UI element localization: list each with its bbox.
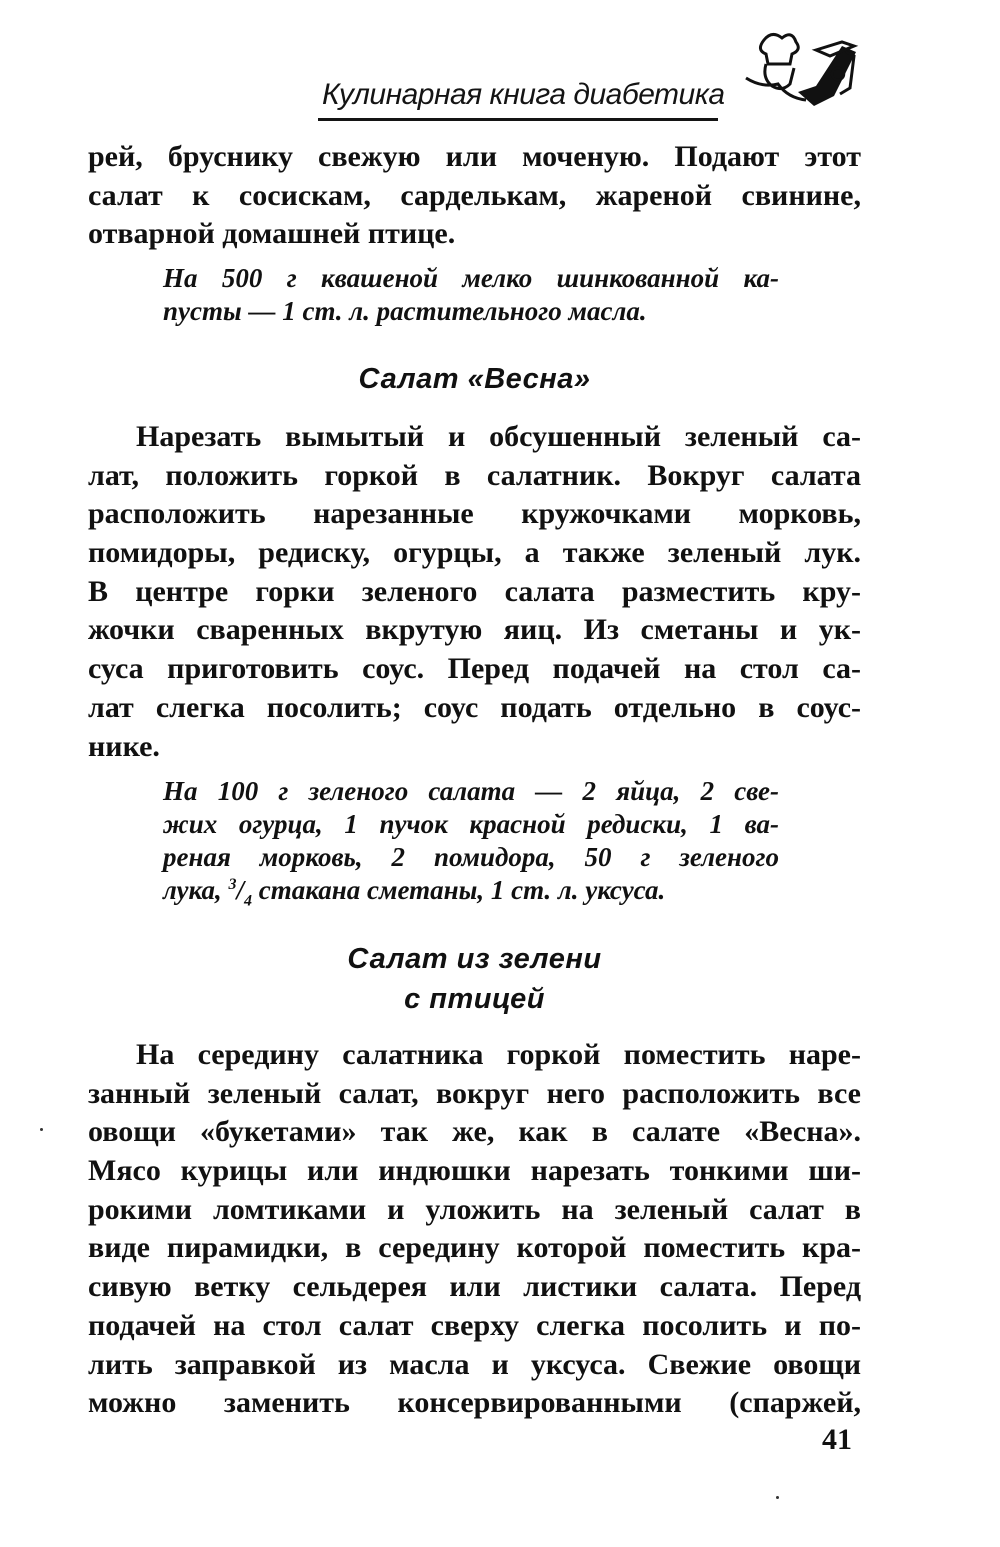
text-line: помидоры, редиску, огурцы, а также зеленый лук. [88, 536, 861, 570]
recipe-vesna-body [88, 418, 861, 766]
running-header [318, 70, 728, 122]
recipe-title-vesna: Салат «Весна» [358, 363, 591, 395]
note-line: пусты — 1 ст. л. растительного масла. [163, 296, 647, 326]
note-line: жих огурца, 1 пучок красной редиски, 1 ва- [163, 809, 779, 839]
text-line: подачей на стол салат сверху слегка посолить и по- [88, 1308, 861, 1342]
text-line: Нарезать вымытый и обсушенный зеленый са- [136, 420, 861, 453]
fraction-numerator: 3 [228, 876, 237, 893]
print-speck [776, 1496, 779, 1499]
recipe-title-greens-line2: с птицей [404, 983, 545, 1015]
text-line: В центре горки зеленого салата разместить кру- [88, 574, 861, 608]
text-line: суса приготовить соус. Перед подачей на стол са- [88, 652, 861, 686]
text-line: рокими ломтиками и уложить на зеленый салат в [88, 1192, 861, 1226]
intro-paragraph [88, 138, 861, 254]
page-number: 41 [822, 1423, 852, 1456]
text-line: лить заправкой из масла и уксуса. Свежие овощи [88, 1347, 861, 1381]
text-line: лат, положить горкой в салатник. Вокруг салата [88, 458, 861, 492]
running-header-title: Кулинарная книга диабетика [322, 78, 725, 111]
recipe-title-greens-line1: Салат из зелени [347, 943, 602, 975]
text-line: лат слегка посолить; соус подать отдельно в соус- [88, 690, 861, 724]
text-line: салат к сосискам, сарделькам, жареной свинине, [88, 178, 861, 212]
intro-ingredients-note [163, 262, 779, 328]
text-line: сивую ветку сельдерея или листики салата. Перед [88, 1270, 861, 1304]
chef-with-book-icon [742, 30, 862, 120]
print-speck [40, 1128, 43, 1131]
text-line: занный зеленый салат, вокруг него расположить все [88, 1076, 861, 1110]
text-line: можно заменить консервированными (спаржей, [88, 1386, 861, 1420]
text-line: жочки сваренных вкрутую яиц. Из сметаны и ук- [88, 613, 861, 647]
text-line: расположить нарезанные кружочками морковь, [88, 497, 861, 531]
text-line: нике. [88, 729, 160, 763]
text-line: отварной домашней птице. [88, 217, 456, 251]
text-line: Мясо курицы или индюшки нарезать тонкими ши- [88, 1154, 861, 1188]
text-line: овощи «букетами» так же, как в салате «Весна». [88, 1115, 861, 1149]
note-line: На 500 г квашеной мелко шинкованной ка- [163, 263, 779, 293]
note-line-last: лука, $^3/_4$ стакана сметаны, 1 ст. л. уксуса. [163, 875, 666, 910]
text-line: рей, бруснику свежую или моченую. Подают этот [88, 140, 861, 173]
note-line: реная морковь, 2 помидора, 50 г зеленого [163, 842, 779, 872]
text-line: На середину салатника горкой поместить наре- [136, 1038, 861, 1071]
recipe-vesna-ingredients [163, 775, 779, 910]
text-line: виде пирамидки, в середину которой поместить кра- [88, 1231, 861, 1265]
fraction-denominator: 4 [244, 892, 253, 910]
note-line: На 100 г зеленого салата — 2 яйца, 2 све- [163, 776, 779, 806]
recipe-greens-body [88, 1036, 861, 1423]
header-underline [318, 118, 718, 121]
